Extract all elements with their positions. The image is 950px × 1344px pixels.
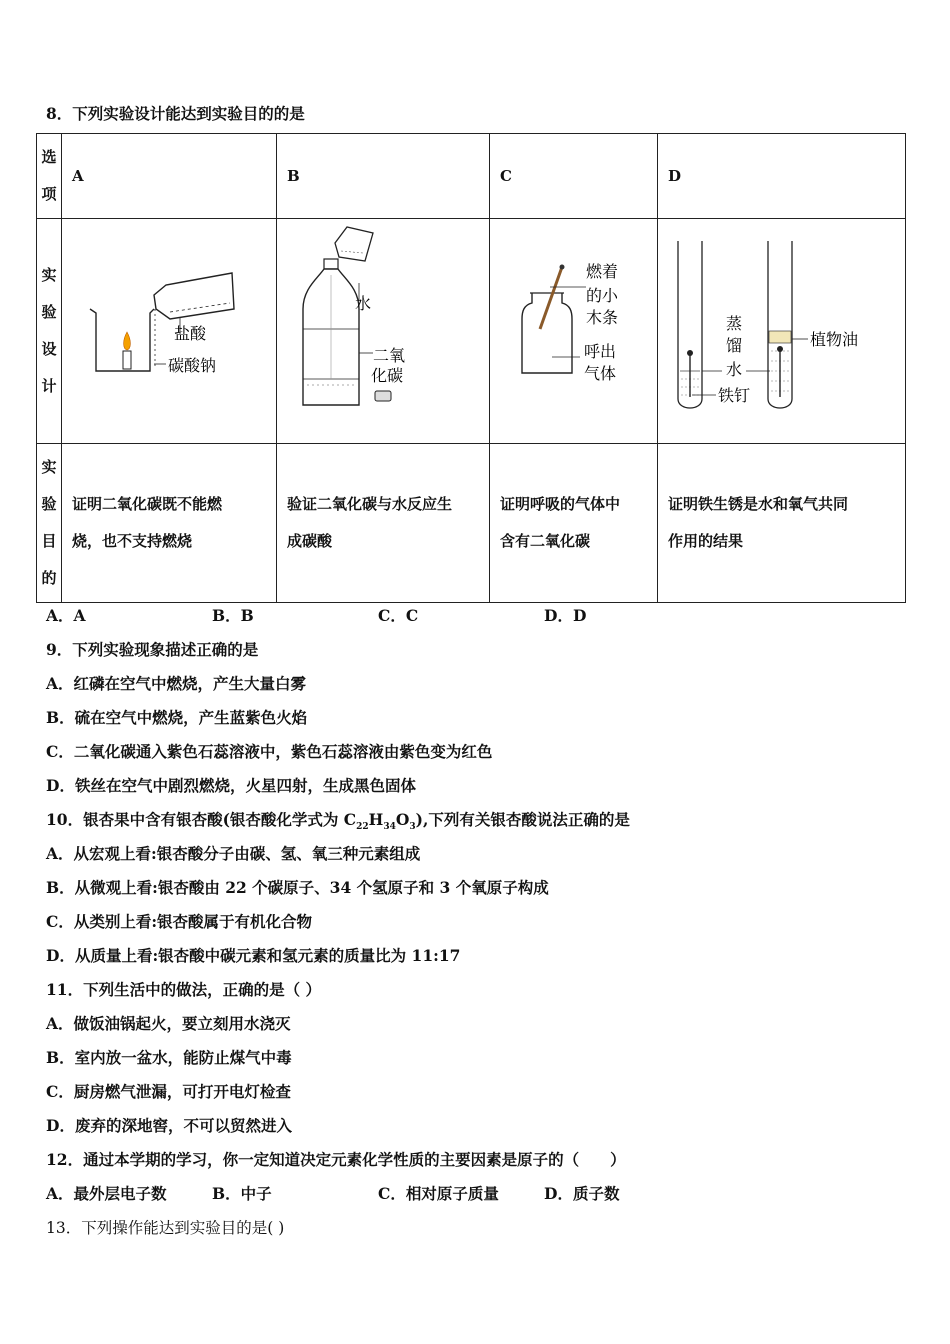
diagram-a-beaker-candle [62,219,276,439]
svg-text:蒸: 蒸 [726,314,743,333]
answer-option-c[interactable]: C．C [378,606,419,625]
q11-option-b[interactable]: B．室内放一盆水，能防止煤气中毒 [46,1048,292,1067]
q10-option-d[interactable]: D．从质量上看:银杏酸中碳元素和氢元素的质量比为 11:17 [46,946,461,965]
q10-option-c[interactable]: C．从类别上看:银杏酸属于有机化合物 [46,912,313,931]
diagram-b-plastic-bottle [277,219,489,439]
svg-text:植物油: 植物油 [810,330,859,349]
q10-option-a[interactable]: A．从宏观上看:银杏酸分子由碳、氢、氧三种元素组成 [46,844,421,863]
svg-text:馏: 馏 [726,336,743,355]
q12-option-b[interactable]: B．中子 [212,1184,272,1203]
row-header-design: 实 验 设 计 [37,219,62,444]
q12-stem: 12．通过本学期的学习，你一定知道决定元素化学性质的主要因素是原子的（ ） [46,1150,626,1169]
diagram-c-gas-jar-splint [490,219,656,439]
purpose-cell-c: 证明呼吸的气体中 含有二氧化碳 [490,444,658,603]
q9-option-c[interactable]: C．二氧化碳通入紫色石蕊溶液中，紫色石蕊溶液由紫色变为红色 [46,742,493,761]
diagram-d-test-tubes [658,219,884,439]
col-header-a: A [62,134,277,219]
table-row-options [37,134,906,219]
q10-stem: 10．银杏果中含有银杏酸(银杏酸化学式为 $C_{22}H_{34}O_3$),下列有关银杏酸说法正确的是 [46,810,630,833]
design-cell-b [277,219,490,444]
svg-text:呼出: 呼出 [584,342,617,361]
design-cell-d [658,219,906,444]
svg-text:二氧: 二氧 [373,346,406,365]
svg-text:水: 水 [726,360,743,379]
row-header-option: 选 项 [37,134,62,219]
svg-text:盐酸: 盐酸 [174,324,207,343]
purpose-cell-a: 证明二氧化碳既不能燃 烧，也不支持燃烧 [62,444,277,603]
q13-stem: 13．下列操作能达到实验目的是( ) [46,1219,285,1237]
svg-text:水: 水 [355,294,372,313]
q12-option-a[interactable]: A．最外层电子数 [46,1184,167,1203]
svg-text:化碳: 化碳 [371,366,404,385]
purpose-cell-d: 证明铁生锈是水和氧气共同 作用的结果 [658,444,906,603]
svg-text:的小: 的小 [586,286,619,305]
design-cell-c [490,219,658,444]
answer-option-b[interactable]: B．B [212,606,254,625]
q9-option-a[interactable]: A．红磷在空气中燃烧，产生大量白雾 [46,674,307,693]
col-header-c: C [490,134,658,219]
design-cell-a [62,219,277,444]
q12-option-c[interactable]: C．相对原子质量 [378,1184,499,1203]
row-header-purpose: 实 验 目 的 [37,444,62,603]
q12-options [46,1182,619,1204]
q8-experiment-table [36,133,906,603]
q11-option-a[interactable]: A．做饭油锅起火，要立刻用水浇灭 [46,1014,291,1033]
col-header-b: B [277,134,490,219]
svg-text:气体: 气体 [584,364,617,383]
q9-option-b[interactable]: B．硫在空气中燃烧，产生蓝紫色火焰 [46,708,308,727]
col-header-d: D [658,134,906,219]
svg-text:木条: 木条 [586,308,619,327]
table-row-purpose [37,444,906,603]
q12-option-d[interactable]: D．质子数 [544,1184,620,1203]
purpose-cell-b: 验证二氧化碳与水反应生 成碳酸 [277,444,490,603]
q8-stem: 8．下列实验设计能达到实验目的的是 [46,104,305,123]
svg-text:铁钉: 铁钉 [718,386,751,405]
answer-option-a[interactable]: A．A [46,606,86,625]
q11-option-d[interactable]: D．废弃的深地窖，不可以贸然进入 [46,1116,292,1135]
table-row-design [37,219,906,444]
q9-option-d[interactable]: D．铁丝在空气中剧烈燃烧，火星四射，生成黑色固体 [46,776,416,795]
svg-text:碳酸钠: 碳酸钠 [168,356,217,375]
q11-stem: 11．下列生活中的做法，正确的是（ ） [46,980,321,999]
q8-answer-options [46,604,586,626]
svg-text:燃着: 燃着 [586,262,619,281]
answer-option-d[interactable]: D．D [544,606,587,625]
q10-option-b[interactable]: B．从微观上看:银杏酸由 22 个碳原子、34 个氢原子和 3 个氧原子构成 [46,878,549,897]
q9-stem: 9．下列实验现象描述正确的是 [46,640,259,659]
q11-option-c[interactable]: C．厨房燃气泄漏，可打开电灯检查 [46,1082,291,1101]
